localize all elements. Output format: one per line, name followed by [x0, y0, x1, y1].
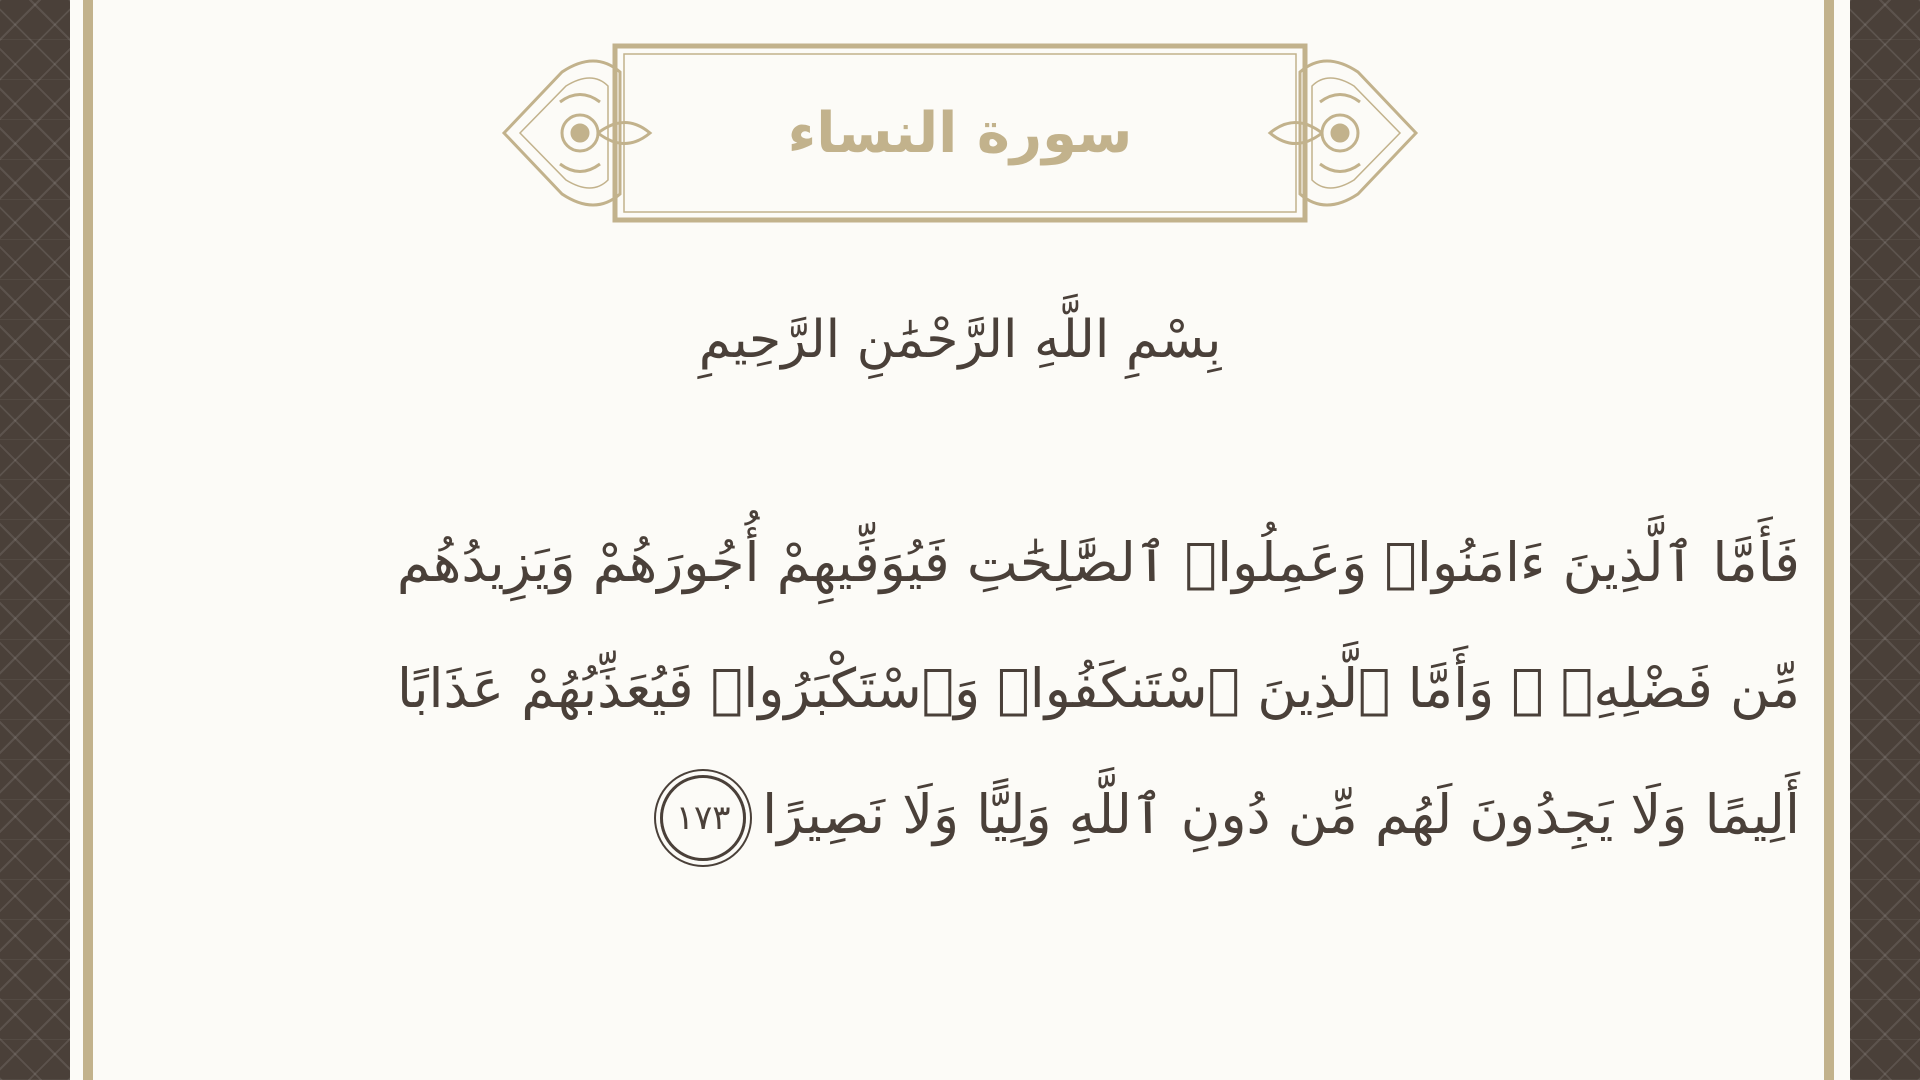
surah-header-cartouche — [500, 42, 1420, 224]
basmala: بِسْمِ اللَّهِ الرَّحْمَٰنِ الرَّحِيمِ — [698, 310, 1222, 370]
verse-line-1: فَأَمَّا ٱلَّذِينَ ءَامَنُوا۟ وَعَمِلُوا۟ ٱلصَّٰلِحَٰتِ فَيُوَفِّيهِمْ أُجُورَهُمْ وَيَزِيدُهُم — [396, 531, 1800, 594]
verse-line-3 — [280, 752, 1800, 878]
ayah-number-marker: ١٧٣ — [660, 775, 746, 861]
left-pattern-border — [0, 0, 70, 1080]
left-gold-rule — [83, 0, 93, 1080]
verse-line-3-text: أَلِيمًا وَلَا يَجِدُونَ لَهُم مِّن دُونِ ٱللَّهِ وَلِيًّا وَلَا نَصِيرًا — [762, 783, 1800, 846]
verse-text — [280, 500, 1800, 878]
verse-line-2: مِّن فَضْلِهِۦ ۖ وَأَمَّا ٱلَّذِينَ ٱسْتَنكَفُوا۟ وَٱسْتَكْبَرُوا۟ فَيُعَذِّبُهُمْ عَذَابًا — [397, 657, 1800, 720]
surah-title: سورة النساء — [787, 100, 1133, 166]
right-margin — [1834, 0, 1850, 1080]
right-gold-rule — [1824, 0, 1834, 1080]
left-margin — [70, 0, 83, 1080]
right-pattern-border — [1850, 0, 1920, 1080]
